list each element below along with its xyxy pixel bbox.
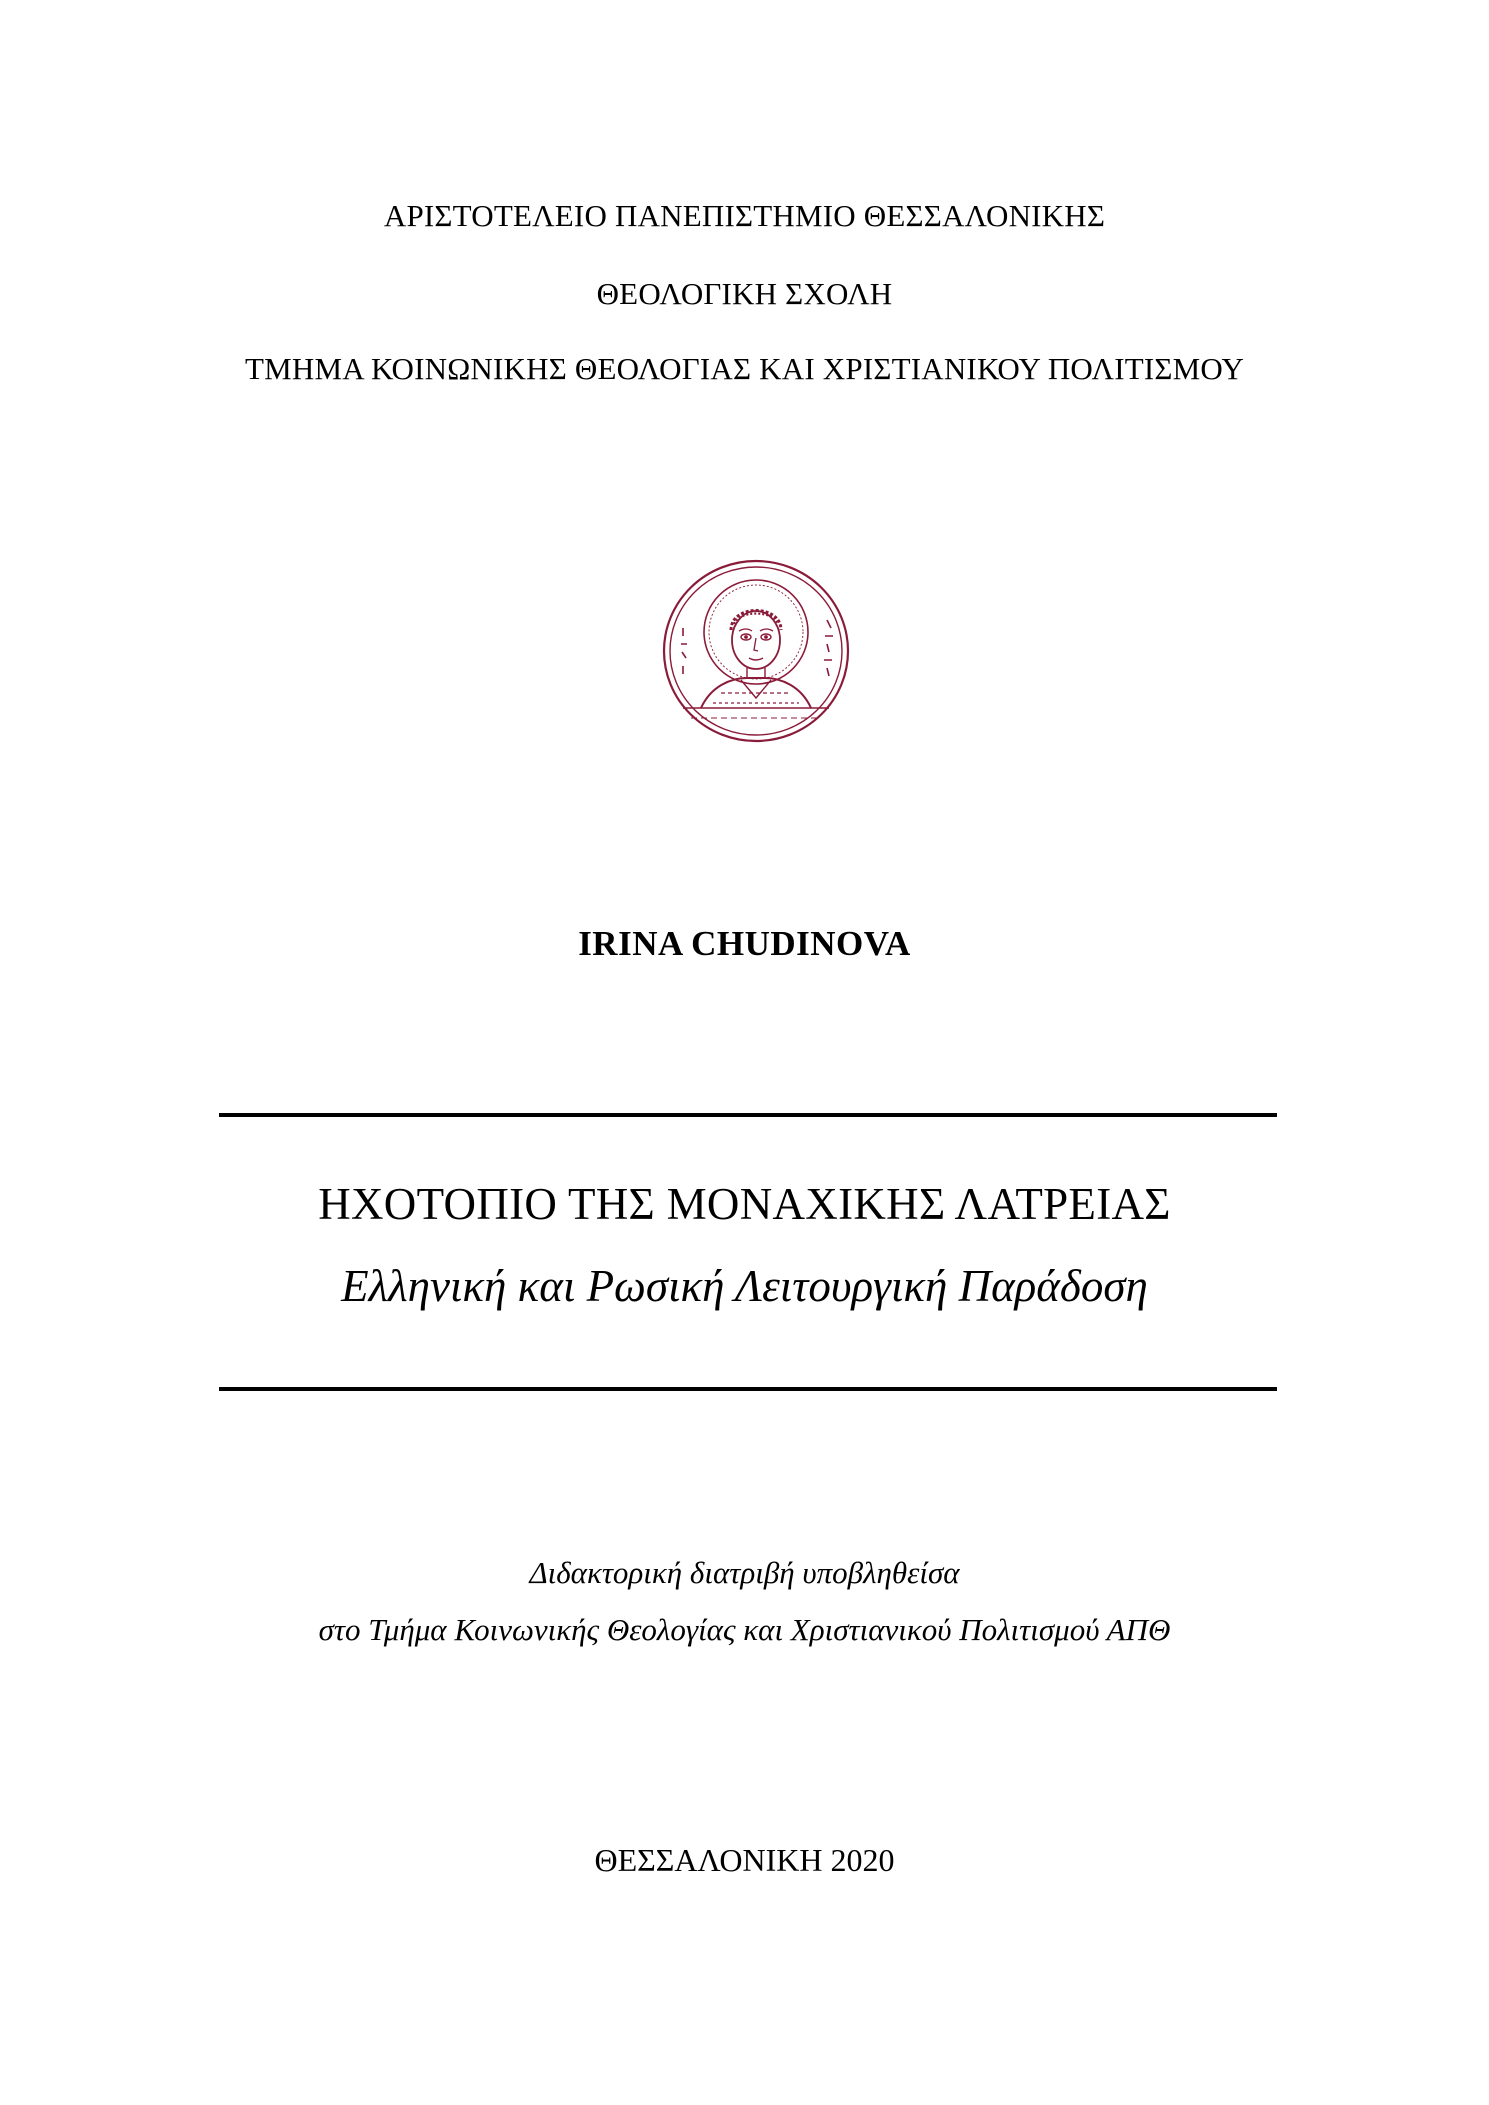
author-name: IRINA CHUDINOVA xyxy=(578,924,911,963)
school-name: ΘΕΟΛΟΓΙΚΗ ΣΧΟΛΗ xyxy=(596,276,893,311)
place-and-year: ΘΕΣΣΑΛΟΝΙΚΗ 2020 xyxy=(594,1842,895,1878)
title-divider-bottom xyxy=(219,1387,1277,1391)
university-seal-icon xyxy=(661,558,851,744)
university-name: ΑΡΙΣΤΟΤΕΛΕΙΟ ΠΑΝΕΠΙΣΤΗΜΙΟ ΘΕΣΣΑΛΟΝΙΚΗΣ xyxy=(383,198,1106,233)
thesis-title: ΗΧΟΤΟΠΙΟ ΤΗΣ ΜΟΝΑΧΙΚΗΣ ΛΑΤΡΕΙΑΣ xyxy=(318,1179,1171,1229)
thesis-description-line1: Διδακτορική διατριβή υποβληθείσα xyxy=(529,1555,960,1590)
department-name: ΤΜΗΜΑ ΚΟΙΝΩΝΙΚΗΣ ΘΕΟΛΟΓΙΑΣ ΚΑΙ ΧΡΙΣΤΙΑΝΙΚΟΥ ΠΟΛΙΤΙΣΜΟΥ xyxy=(244,351,1245,386)
thesis-subtitle: Ελληνική και Ρωσική Λειτουργική Παράδοση xyxy=(341,1261,1148,1311)
thesis-description-line2: στο Τμήμα Κοινωνικής Θεολογίας και Χριστιανικού Πολιτισμού ΑΠΘ xyxy=(318,1612,1171,1647)
title-divider-top xyxy=(219,1113,1277,1117)
